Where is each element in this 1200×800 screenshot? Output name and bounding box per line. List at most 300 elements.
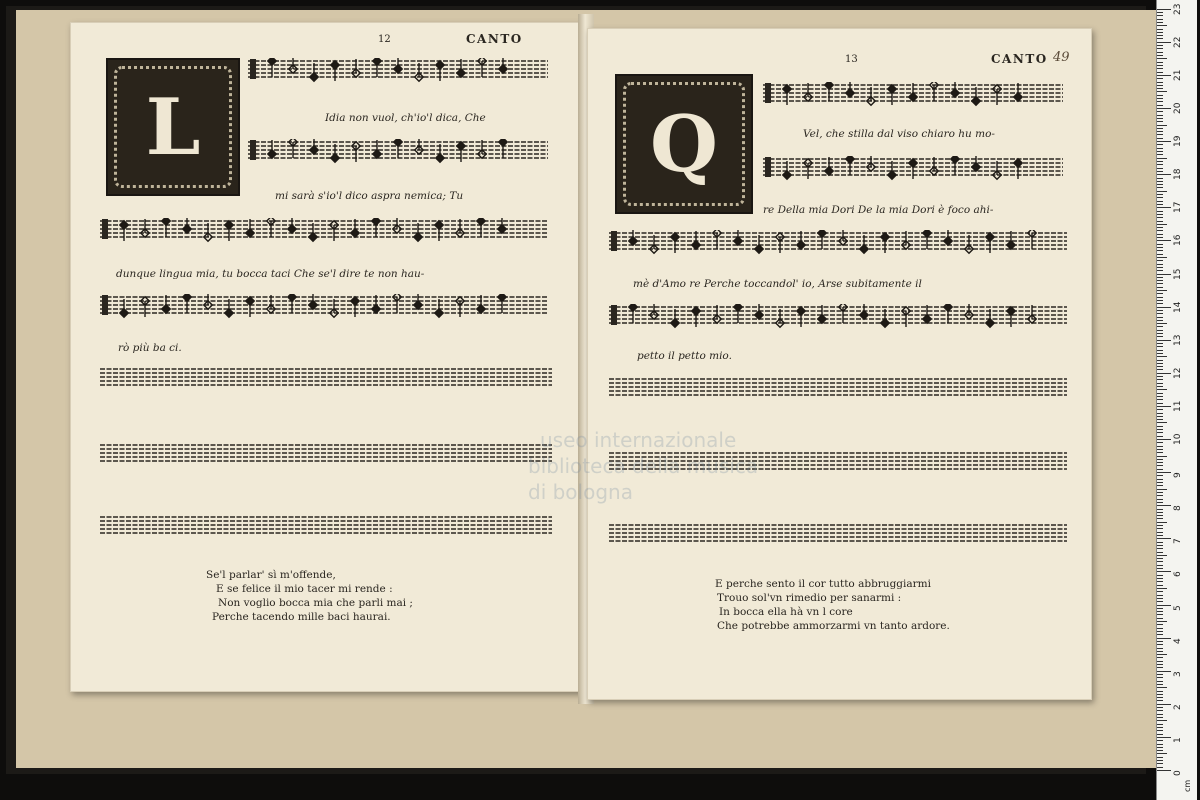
ruler-minor-tick <box>1157 694 1163 695</box>
ruler-minor-tick <box>1157 247 1163 248</box>
ruler-minor-tick <box>1157 419 1163 420</box>
folio-number: 49 <box>1053 50 1070 65</box>
lyric-line: rò più ba ci. <box>118 342 182 354</box>
ruler-minor-tick <box>1157 456 1167 457</box>
ruler-minor-tick <box>1157 115 1163 116</box>
ruler-minor-tick <box>1157 465 1163 466</box>
left-initial-woodcut <box>106 58 240 196</box>
ruler-tick <box>1157 141 1171 142</box>
ruler-minor-tick <box>1157 323 1167 324</box>
music-staff <box>248 58 548 78</box>
ruler-tick <box>1157 737 1171 738</box>
ruler-minor-tick <box>1157 379 1163 380</box>
ruler-label: 14 <box>1173 301 1183 313</box>
ruler-tick <box>1157 770 1171 771</box>
ruler-label: 11 <box>1173 400 1183 412</box>
ruler-minor-tick <box>1157 654 1167 655</box>
ruler-label: 15 <box>1173 268 1183 280</box>
right-initial-woodcut <box>615 74 753 214</box>
verse-line: Perche tacendo mille baci haurai. <box>212 611 391 623</box>
music-staff <box>609 230 1067 250</box>
ruler-tick <box>1157 605 1171 606</box>
ruler-tick <box>1157 240 1171 241</box>
ruler-minor-tick <box>1157 257 1167 258</box>
ruler-minor-tick <box>1157 369 1163 370</box>
ruler-minor-tick <box>1157 724 1163 725</box>
ruler-minor-tick <box>1157 595 1163 596</box>
lyric-line: Idia non vuol, ch'io'l dica, Che <box>325 112 486 124</box>
ruler-label: 22 <box>1173 36 1183 48</box>
ruler-minor-tick <box>1157 221 1163 222</box>
ruler-minor-tick <box>1157 409 1163 410</box>
ruler-minor-tick <box>1157 101 1163 102</box>
ruler-minor-tick <box>1157 674 1163 675</box>
ruler-minor-tick <box>1157 19 1163 20</box>
ruler-minor-tick <box>1157 197 1163 198</box>
ruler-minor-tick <box>1157 138 1163 139</box>
ruler-minor-tick <box>1157 697 1163 698</box>
ruler-minor-tick <box>1157 760 1163 761</box>
ruler-minor-tick <box>1157 485 1163 486</box>
lyric-line: petto il petto mio. <box>637 350 732 362</box>
ruler-minor-tick <box>1157 237 1163 238</box>
ruler-minor-tick <box>1157 277 1163 278</box>
ruler-tick <box>1157 472 1171 473</box>
ruler-minor-tick <box>1157 581 1163 582</box>
ruler-minor-tick <box>1157 740 1163 741</box>
ruler-minor-tick <box>1157 502 1163 503</box>
ruler-tick <box>1157 42 1171 43</box>
ruler-minor-tick <box>1157 734 1163 735</box>
ruler-minor-tick <box>1157 227 1163 228</box>
ruler-tick <box>1157 340 1171 341</box>
ruler-minor-tick <box>1157 336 1163 337</box>
empty-staff <box>100 366 552 386</box>
ruler-minor-tick <box>1157 184 1163 185</box>
music-staff <box>100 218 548 238</box>
ruler-minor-tick <box>1157 482 1163 483</box>
verse-line: In bocca ella hà vn l core <box>719 606 853 618</box>
lyric-line: dunque lingua mia, tu bocca taci Che se'l dire te non hau- <box>116 268 425 280</box>
ruler-minor-tick <box>1157 82 1163 83</box>
ruler-minor-tick <box>1157 528 1163 529</box>
ruler-minor-tick <box>1157 254 1163 255</box>
ruler-minor-tick <box>1157 111 1163 112</box>
ruler-minor-tick <box>1157 707 1163 708</box>
ruler-minor-tick <box>1157 386 1163 387</box>
ruler-minor-tick <box>1157 128 1163 129</box>
ruler-minor-tick <box>1157 181 1163 182</box>
ruler-minor-tick <box>1157 234 1163 235</box>
ruler-minor-tick <box>1157 270 1163 271</box>
ruler-minor-tick <box>1157 353 1163 354</box>
ruler-minor-tick <box>1157 710 1163 711</box>
ruler-minor-tick <box>1157 224 1167 225</box>
ruler-minor-tick <box>1157 68 1163 69</box>
ruler-minor-tick <box>1157 416 1163 417</box>
empty-staff <box>100 514 552 534</box>
left-page-header: CANTO <box>466 32 523 46</box>
ruler-minor-tick <box>1157 664 1163 665</box>
ruler-tick <box>1157 406 1171 407</box>
ruler-minor-tick <box>1157 360 1163 361</box>
ruler-label: 4 <box>1173 637 1183 644</box>
ruler-minor-tick <box>1157 383 1163 384</box>
ruler-minor-tick <box>1157 52 1163 53</box>
ruler-minor-tick <box>1157 446 1163 447</box>
ruler-minor-tick <box>1157 568 1163 569</box>
right-page-number: 13 <box>845 54 858 65</box>
ruler-minor-tick <box>1157 575 1163 576</box>
ruler-minor-tick <box>1157 211 1163 212</box>
ruler-minor-tick <box>1157 58 1167 59</box>
ruler-tick <box>1157 505 1171 506</box>
ruler-minor-tick <box>1157 750 1163 751</box>
ruler-label: 9 <box>1173 472 1183 479</box>
empty-staff <box>609 522 1067 542</box>
ruler-minor-tick <box>1157 469 1163 470</box>
ruler-minor-tick <box>1157 561 1163 562</box>
ruler-minor-tick <box>1157 429 1163 430</box>
ruler-minor-tick <box>1157 591 1163 592</box>
ruler-minor-tick <box>1157 442 1163 443</box>
ruler-minor-tick <box>1157 187 1163 188</box>
ruler-minor-tick <box>1157 29 1163 30</box>
ruler-minor-tick <box>1157 366 1163 367</box>
ruler-label: 12 <box>1173 367 1183 379</box>
ruler-minor-tick <box>1157 48 1163 49</box>
ruler-minor-tick <box>1157 25 1167 26</box>
ruler-minor-tick <box>1157 35 1163 36</box>
ruler-minor-tick <box>1157 677 1163 678</box>
music-staff <box>609 304 1067 324</box>
ruler-minor-tick <box>1157 118 1163 119</box>
ruler-label: 7 <box>1173 538 1183 545</box>
ruler-minor-tick <box>1157 148 1163 149</box>
ruler-minor-tick <box>1157 72 1163 73</box>
ruler-minor-tick <box>1157 333 1163 334</box>
ruler-minor-tick <box>1157 588 1167 589</box>
ruler-minor-tick <box>1157 320 1163 321</box>
ruler-minor-tick <box>1157 32 1163 33</box>
ruler-minor-tick <box>1157 131 1163 132</box>
ruler-minor-tick <box>1157 403 1163 404</box>
ruler-minor-tick <box>1157 631 1163 632</box>
ruler-tick <box>1157 439 1171 440</box>
ruler-minor-tick <box>1157 12 1163 13</box>
ruler-minor-tick <box>1157 201 1163 202</box>
lyric-line: Vel, che stilla dal viso chiaro hu mo- <box>803 128 995 140</box>
ruler-label: 10 <box>1173 433 1183 445</box>
ruler-minor-tick <box>1157 767 1163 768</box>
ruler-minor-tick <box>1157 22 1163 23</box>
ruler-minor-tick <box>1157 757 1163 758</box>
ruler-minor-tick <box>1157 578 1163 579</box>
ruler-minor-tick <box>1157 267 1163 268</box>
verse-line: Se'l parlar' sì m'offende, <box>206 569 336 581</box>
music-staff <box>763 156 1063 176</box>
ruler-minor-tick <box>1157 700 1163 701</box>
ruler-minor-tick <box>1157 648 1163 649</box>
ruler-minor-tick <box>1157 260 1163 261</box>
lyric-line: re Della mia Dori De la mia Dori è foco ahi- <box>763 204 994 216</box>
ruler-minor-tick <box>1157 134 1163 135</box>
ruler-minor-tick <box>1157 525 1163 526</box>
ruler-minor-tick <box>1157 293 1163 294</box>
ruler-minor-tick <box>1157 687 1167 688</box>
library-watermark-line: useo internazionale <box>540 428 737 452</box>
ruler-minor-tick <box>1157 720 1167 721</box>
ruler-tick <box>1157 307 1171 308</box>
ruler-minor-tick <box>1157 168 1163 169</box>
ruler-minor-tick <box>1157 499 1163 500</box>
ruler-minor-tick <box>1157 151 1163 152</box>
ruler-minor-tick <box>1157 532 1163 533</box>
ruler-minor-tick <box>1157 691 1163 692</box>
verse-line: E se felice il mio tacer mi rende : <box>216 583 393 595</box>
ruler-minor-tick <box>1157 230 1163 231</box>
ruler-minor-tick <box>1157 121 1163 122</box>
ruler-label: 2 <box>1173 704 1183 710</box>
ruler-minor-tick <box>1157 489 1167 490</box>
ruler-tick <box>1157 75 1171 76</box>
ruler-minor-tick <box>1157 608 1163 609</box>
ruler-tick <box>1157 207 1171 208</box>
ruler-minor-tick <box>1157 326 1163 327</box>
ruler-minor-tick <box>1157 462 1163 463</box>
measurement-ruler <box>1156 0 1197 800</box>
ruler-minor-tick <box>1157 78 1163 79</box>
ruler-minor-tick <box>1157 105 1163 106</box>
ruler-tick <box>1157 274 1171 275</box>
ruler-minor-tick <box>1157 250 1163 251</box>
ruler-minor-tick <box>1157 396 1163 397</box>
ruler-minor-tick <box>1157 330 1163 331</box>
ruler-minor-tick <box>1157 542 1163 543</box>
ruler-label: 16 <box>1173 234 1183 247</box>
ruler-minor-tick <box>1157 65 1163 66</box>
initial-letter: L <box>145 81 201 173</box>
ruler-minor-tick <box>1157 661 1163 662</box>
ruler-minor-tick <box>1157 558 1163 559</box>
ruler-label: 17 <box>1173 201 1183 214</box>
ruler-unit-label: cm <box>1183 779 1192 792</box>
ruler-minor-tick <box>1157 436 1163 437</box>
ruler-minor-tick <box>1157 356 1167 357</box>
ruler-minor-tick <box>1157 495 1163 496</box>
ruler-minor-tick <box>1157 15 1163 16</box>
ruler-minor-tick <box>1157 98 1163 99</box>
ruler-minor-tick <box>1157 343 1163 344</box>
ruler-minor-tick <box>1157 657 1163 658</box>
ruler-minor-tick <box>1157 422 1167 423</box>
ruler-minor-tick <box>1157 552 1163 553</box>
ruler-minor-tick <box>1157 95 1163 96</box>
ruler-minor-tick <box>1157 300 1163 301</box>
ruler-label: 0 <box>1173 770 1183 776</box>
ruler-minor-tick <box>1157 350 1163 351</box>
verse-line: Trouo sol'vn rimedio per sanarmi : <box>717 592 902 604</box>
ruler-minor-tick <box>1157 727 1163 728</box>
ruler-minor-tick <box>1157 459 1163 460</box>
ruler-minor-tick <box>1157 194 1163 195</box>
ruler-minor-tick <box>1157 363 1163 364</box>
ruler-minor-tick <box>1157 91 1167 92</box>
ruler-tick <box>1157 671 1171 672</box>
ruler-minor-tick <box>1157 62 1163 63</box>
ruler-minor-tick <box>1157 681 1163 682</box>
ruler-tick <box>1157 638 1171 639</box>
library-watermark-line: biblioteca della musica <box>528 454 759 478</box>
ruler-minor-tick <box>1157 45 1163 46</box>
ruler-minor-tick <box>1157 393 1163 394</box>
ruler-minor-tick <box>1157 171 1163 172</box>
ruler-minor-tick <box>1157 475 1163 476</box>
ruler-label: 21 <box>1173 69 1183 81</box>
ruler-minor-tick <box>1157 667 1163 668</box>
ruler-minor-tick <box>1157 565 1163 566</box>
lyric-line: mi sarà s'io'l dico aspra nemica; Tu <box>275 190 464 202</box>
ruler-minor-tick <box>1157 313 1163 314</box>
ruler-tick <box>1157 108 1171 109</box>
ruler-minor-tick <box>1157 191 1167 192</box>
right-page <box>587 28 1092 700</box>
library-watermark-line: di bologna <box>528 480 633 504</box>
ruler-minor-tick <box>1157 426 1163 427</box>
ruler-tick <box>1157 704 1171 705</box>
ruler-minor-tick <box>1157 730 1163 731</box>
ruler-minor-tick <box>1157 217 1163 218</box>
ruler-minor-tick <box>1157 618 1163 619</box>
ruler-minor-tick <box>1157 545 1163 546</box>
ruler-minor-tick <box>1157 413 1163 414</box>
ruler-minor-tick <box>1157 88 1163 89</box>
music-staff <box>100 294 548 314</box>
ruler-label: 1 <box>1173 737 1183 743</box>
ruler-label: 6 <box>1173 571 1183 578</box>
verse-line: Non voglio bocca mia che parli mai ; <box>218 597 413 609</box>
ruler-tick <box>1157 538 1171 539</box>
right-page-header: CANTO <box>991 52 1048 66</box>
verse-line: Che potrebbe ammorzarmi vn tanto ardore. <box>717 620 950 632</box>
ruler-minor-tick <box>1157 651 1163 652</box>
verse-line: E perche sento il cor tutto abbruggiarmi <box>715 578 931 590</box>
ruler-minor-tick <box>1157 614 1163 615</box>
ruler-minor-tick <box>1157 389 1167 390</box>
ruler-label: 18 <box>1173 168 1183 181</box>
ruler-minor-tick <box>1157 178 1163 179</box>
left-page-number: 12 <box>378 34 391 45</box>
ruler-minor-tick <box>1157 376 1163 377</box>
ruler-minor-tick <box>1157 297 1163 298</box>
ruler-minor-tick <box>1157 280 1163 281</box>
ruler-minor-tick <box>1157 38 1163 39</box>
ruler-minor-tick <box>1157 601 1163 602</box>
ruler-tick <box>1157 9 1171 10</box>
ruler-minor-tick <box>1157 747 1163 748</box>
ruler-minor-tick <box>1157 753 1167 754</box>
ruler-minor-tick <box>1157 522 1167 523</box>
ruler-minor-tick <box>1157 204 1163 205</box>
ruler-minor-tick <box>1157 512 1163 513</box>
ruler-minor-tick <box>1157 763 1163 764</box>
ruler-minor-tick <box>1157 555 1167 556</box>
ruler-minor-tick <box>1157 290 1167 291</box>
ruler-minor-tick <box>1157 317 1163 318</box>
ruler-minor-tick <box>1157 717 1163 718</box>
ruler-minor-tick <box>1157 310 1163 311</box>
ruler-minor-tick <box>1157 548 1163 549</box>
ruler-minor-tick <box>1157 449 1163 450</box>
ruler-minor-tick <box>1157 611 1163 612</box>
ruler-minor-tick <box>1157 535 1163 536</box>
ruler-minor-tick <box>1157 684 1163 685</box>
ruler-minor-tick <box>1157 264 1163 265</box>
ruler-minor-tick <box>1157 518 1163 519</box>
ruler-minor-tick <box>1157 55 1163 56</box>
ruler-minor-tick <box>1157 164 1163 165</box>
ruler-minor-tick <box>1157 214 1163 215</box>
ruler-minor-tick <box>1157 744 1163 745</box>
ruler-minor-tick <box>1157 515 1163 516</box>
ruler-minor-tick <box>1157 634 1163 635</box>
ruler-label: 19 <box>1173 135 1183 148</box>
ruler-minor-tick <box>1157 714 1163 715</box>
ruler-minor-tick <box>1157 346 1163 347</box>
ruler-minor-tick <box>1157 303 1163 304</box>
ruler-minor-tick <box>1157 432 1163 433</box>
ruler-minor-tick <box>1157 621 1167 622</box>
ruler-minor-tick <box>1157 585 1163 586</box>
ruler-minor-tick <box>1157 85 1163 86</box>
ruler-tick <box>1157 174 1171 175</box>
ruler-minor-tick <box>1157 598 1163 599</box>
music-staff <box>248 139 548 159</box>
ruler-minor-tick <box>1157 283 1163 284</box>
initial-letter: Q <box>650 98 718 190</box>
ruler-label: 20 <box>1173 102 1183 114</box>
ruler-minor-tick <box>1157 161 1163 162</box>
lyric-line: mè d'Amo re Perche toccandol' io, Arse subitamente il <box>633 278 922 290</box>
ruler-tick <box>1157 571 1171 572</box>
ruler-label: 23 <box>1173 3 1183 15</box>
ruler-minor-tick <box>1157 641 1163 642</box>
empty-staff <box>609 376 1067 396</box>
ruler-label: 8 <box>1173 505 1183 512</box>
ruler-label: 3 <box>1173 670 1183 677</box>
empty-staff <box>100 442 552 462</box>
ruler-tick <box>1157 373 1171 374</box>
ruler-minor-tick <box>1157 287 1163 288</box>
ruler-minor-tick <box>1157 125 1167 126</box>
ruler-minor-tick <box>1157 399 1163 400</box>
ruler-minor-tick <box>1157 492 1163 493</box>
ruler-minor-tick <box>1157 452 1163 453</box>
ruler-minor-tick <box>1157 628 1163 629</box>
ruler-minor-tick <box>1157 144 1163 145</box>
left-page <box>70 22 585 692</box>
ruler-label: 13 <box>1173 334 1183 346</box>
ruler-minor-tick <box>1157 154 1163 155</box>
ruler-minor-tick <box>1157 644 1163 645</box>
ruler-minor-tick <box>1157 624 1163 625</box>
ruler-minor-tick <box>1157 244 1163 245</box>
music-staff <box>763 82 1063 102</box>
ruler-minor-tick <box>1157 509 1163 510</box>
ruler-label: 5 <box>1173 604 1183 611</box>
ruler-minor-tick <box>1157 479 1163 480</box>
ruler-minor-tick <box>1157 158 1167 159</box>
